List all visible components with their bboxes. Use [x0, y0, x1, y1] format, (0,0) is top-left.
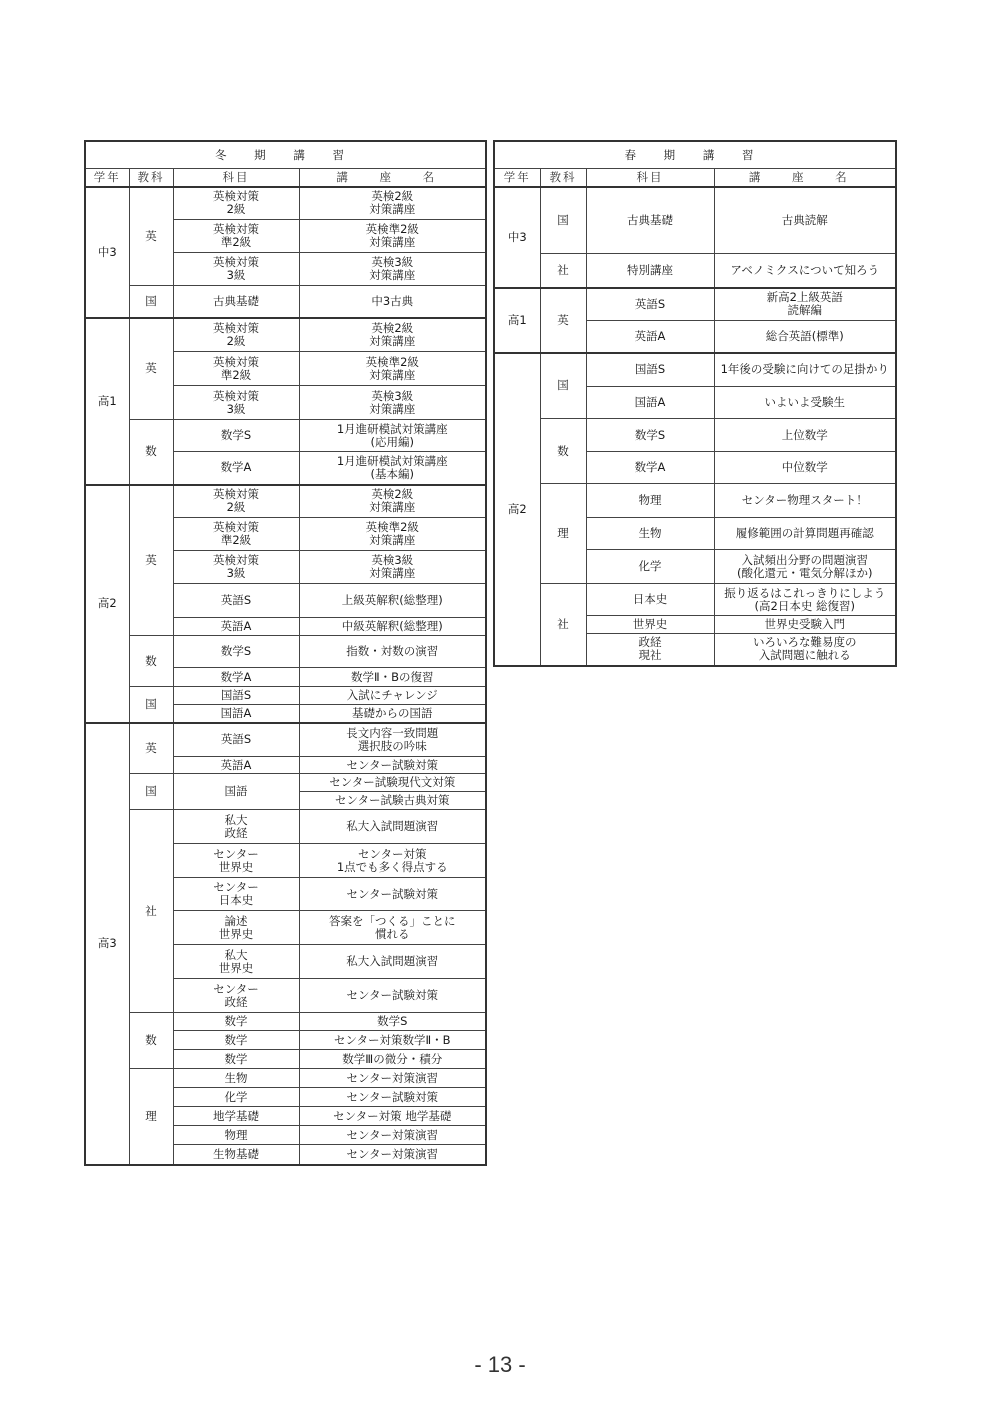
course-name-cell: 履修範囲の計算問題再確認 — [714, 518, 896, 550]
course-row — [85, 1013, 486, 1031]
course-row — [494, 254, 896, 288]
course-name-cell: センター試験対策 — [299, 878, 486, 911]
course-cell: 私大 政経 — [173, 810, 299, 844]
subject-cell: 数 — [540, 419, 586, 484]
course-name-cell: 入試頻出分野の問題演習 (酸化還元・電気分解ほか) — [714, 550, 896, 584]
subject-cell: 理 — [540, 484, 586, 584]
spring-title: 春 期 講 習 — [494, 141, 896, 169]
course-cell: 英語S — [173, 584, 299, 618]
course-cell: 古典基礎 — [173, 286, 299, 318]
course-cell: 数学A — [586, 452, 714, 484]
course-cell: 英語A — [173, 618, 299, 636]
subject-cell: 英 — [129, 723, 173, 774]
subject-cell: 国 — [540, 187, 586, 254]
course-name-header: 講 座 名 — [299, 169, 486, 187]
course-row — [85, 636, 486, 668]
course-name-cell: 1年後の受験に向けての足掛かり — [714, 353, 896, 387]
subject-cell: 数 — [129, 636, 173, 687]
subject-header: 教科 — [540, 169, 586, 187]
course-cell: 数学S — [173, 420, 299, 452]
course-name-cell: 振り返るはこれっきりにしよう (高2日本史 総復習) — [714, 584, 896, 616]
course-row — [85, 485, 486, 518]
course-name-cell: 英検2級 対策講座 — [299, 187, 486, 220]
grade-cell: 高2 — [494, 353, 540, 666]
course-name-cell: 1月進研模試対策講座 (応用編) — [299, 420, 486, 452]
course-name-cell: センター試験対策 — [299, 979, 486, 1013]
course-name-cell: 指数・対数の演習 — [299, 636, 486, 668]
course-name-cell: 私大入試問題演習 — [299, 945, 486, 979]
subject-cell: 英 — [540, 288, 586, 353]
course-name-cell: 新高2上級英語 読解編 — [714, 288, 896, 321]
course-name-cell: 長文内容一致問題 選択肢の吟味 — [299, 723, 486, 757]
course-name-cell: 英検2級 対策講座 — [299, 485, 486, 518]
subject-cell: 国 — [129, 687, 173, 723]
course-cell: 数学 — [173, 1050, 299, 1069]
course-cell: 英検対策 3級 — [173, 253, 299, 286]
course-name-cell: 総合英語(標準) — [714, 321, 896, 353]
subject-cell: 国 — [129, 286, 173, 318]
course-cell: センター 日本史 — [173, 878, 299, 911]
course-cell: 物理 — [586, 484, 714, 518]
course-name-cell: センター対策演習 — [299, 1126, 486, 1145]
course-name-cell: 上級英解釈(総整理) — [299, 584, 486, 618]
grade-cell: 高2 — [85, 485, 129, 723]
course-row — [494, 419, 896, 452]
subject-cell: 社 — [540, 584, 586, 666]
course-name-cell: センター試験古典対策 — [299, 792, 486, 810]
course-row — [494, 353, 896, 387]
course-name-cell: センター対策数学Ⅱ・B — [299, 1031, 486, 1050]
subject-cell: 理 — [129, 1069, 173, 1165]
course-cell: 数学A — [173, 452, 299, 485]
subject-cell: 英 — [129, 318, 173, 420]
subject-cell: 社 — [129, 810, 173, 1013]
course-cell: 数学A — [173, 668, 299, 687]
course-cell: 国語A — [586, 387, 714, 419]
course-name-cell: センター試験対策 — [299, 1088, 486, 1107]
course-cell: 化学 — [173, 1088, 299, 1107]
course-cell: 政経 現社 — [586, 634, 714, 666]
course-name-cell: センター試験対策 — [299, 757, 486, 774]
grade-cell: 中3 — [494, 187, 540, 288]
course-name-cell: アベノミクスについて知ろう — [714, 254, 896, 288]
course-cell: 私大 世界史 — [173, 945, 299, 979]
course-cell: 生物 — [586, 518, 714, 550]
course-cell: 英検対策 準2級 — [173, 352, 299, 386]
course-cell: 数学 — [173, 1013, 299, 1031]
subject-cell: 数 — [129, 420, 173, 485]
winter-title: 冬 期 講 習 — [85, 141, 486, 169]
course-name-cell: センター試験現代文対策 — [299, 774, 486, 792]
course-name-cell: 上位数学 — [714, 419, 896, 452]
course-cell: 日本史 — [586, 584, 714, 616]
course-cell: センター 世界史 — [173, 844, 299, 878]
course-cell: 英検対策 準2級 — [173, 518, 299, 551]
course-name-cell: 英検3級 対策講座 — [299, 386, 486, 420]
subject-header: 教科 — [129, 169, 173, 187]
subject-cell: 国 — [540, 353, 586, 419]
course-cell: 物理 — [173, 1126, 299, 1145]
course-row — [85, 774, 486, 792]
course-cell: 国語S — [173, 687, 299, 705]
winter-course-table — [84, 140, 487, 1166]
grade-cell: 高1 — [494, 288, 540, 353]
course-cell: 英検対策 2級 — [173, 318, 299, 352]
course-name-cell: 中位数学 — [714, 452, 896, 484]
course-row — [494, 288, 896, 321]
course-cell: 英語S — [173, 723, 299, 757]
course-name-cell: 数学Ⅱ・Bの復習 — [299, 668, 486, 687]
course-cell: 生物 — [173, 1069, 299, 1088]
course-name-cell: 英検準2級 対策講座 — [299, 220, 486, 253]
course-name-cell: センター対策演習 — [299, 1145, 486, 1165]
grade-header: 学年 — [494, 169, 540, 187]
course-cell: 数学 — [173, 1031, 299, 1050]
course-name-cell: 数学S — [299, 1013, 486, 1031]
course-name-cell: 中級英解釈(総整理) — [299, 618, 486, 636]
course-name-cell: 英検3級 対策講座 — [299, 551, 486, 584]
course-cell: 英検対策 2級 — [173, 187, 299, 220]
course-row — [85, 1069, 486, 1088]
course-row — [85, 318, 486, 352]
subject-cell: 国 — [129, 774, 173, 810]
course-cell: 英語A — [173, 757, 299, 774]
course-row — [85, 810, 486, 844]
course-name-cell: センター対策 1点でも多く得点する — [299, 844, 486, 878]
subject-cell: 社 — [540, 254, 586, 288]
course-name-cell: センター対策演習 — [299, 1069, 486, 1088]
course-name-cell: 世界史受験入門 — [714, 616, 896, 634]
subject-cell: 英 — [129, 485, 173, 636]
grade-cell: 高1 — [85, 318, 129, 485]
course-name-cell: いよいよ受験生 — [714, 387, 896, 419]
grade-cell: 高3 — [85, 723, 129, 1165]
course-cell: 生物基礎 — [173, 1145, 299, 1165]
course-name-cell: 古典読解 — [714, 187, 896, 254]
course-name-cell: センター対策 地学基礎 — [299, 1107, 486, 1126]
course-cell: 英検対策 3級 — [173, 386, 299, 420]
course-cell: 世界史 — [586, 616, 714, 634]
course-cell: 数学S — [586, 419, 714, 452]
course-name-cell: 答案を「つくる」ことに 慣れる — [299, 911, 486, 945]
course-cell: 論述 世界史 — [173, 911, 299, 945]
course-name-cell: 基礎からの国語 — [299, 705, 486, 723]
course-cell: 古典基礎 — [586, 187, 714, 254]
course-name-cell: 私大入試問題演習 — [299, 810, 486, 844]
grade-header: 学年 — [85, 169, 129, 187]
subject-cell: 英 — [129, 187, 173, 286]
course-name-cell: 数学Ⅲの微分・積分 — [299, 1050, 486, 1069]
course-name-cell: 英検2級 対策講座 — [299, 318, 486, 352]
course-cell: 英語A — [586, 321, 714, 353]
course-cell: 数学S — [173, 636, 299, 668]
course-cell: センター 政経 — [173, 979, 299, 1013]
subject-cell: 数 — [129, 1013, 173, 1069]
course-cell: 地学基礎 — [173, 1107, 299, 1126]
course-header: 科目 — [173, 169, 299, 187]
course-name-cell: センター物理スタート！ — [714, 484, 896, 518]
course-cell: 特別講座 — [586, 254, 714, 288]
course-row — [494, 187, 896, 254]
course-cell: 英検対策 3級 — [173, 551, 299, 584]
page-number: - 13 - — [474, 1352, 526, 1377]
spring-course-table — [493, 140, 897, 667]
course-cell: 英検対策 2級 — [173, 485, 299, 518]
course-name-cell: 1月進研模試対策講座 (基本編) — [299, 452, 486, 485]
course-name-cell: 入試にチャレンジ — [299, 687, 486, 705]
course-name-cell: 英検3級 対策講座 — [299, 253, 486, 286]
course-name-cell: 中3古典 — [299, 286, 486, 318]
course-name-header: 講 座 名 — [714, 169, 896, 187]
grade-cell: 中3 — [85, 187, 129, 318]
course-row — [85, 420, 486, 452]
course-cell: 国語 — [173, 774, 299, 810]
course-row — [85, 687, 486, 705]
course-name-cell: 英検準2級 対策講座 — [299, 352, 486, 386]
course-cell: 国語S — [586, 353, 714, 387]
course-header: 科目 — [586, 169, 714, 187]
course-cell: 国語A — [173, 705, 299, 723]
course-name-cell: いろいろな難易度の 入試問題に触れる — [714, 634, 896, 666]
course-name-cell: 英検準2級 対策講座 — [299, 518, 486, 551]
course-row — [85, 723, 486, 757]
course-row — [85, 187, 486, 220]
course-cell: 化学 — [586, 550, 714, 584]
course-cell: 英語S — [586, 288, 714, 321]
course-row — [494, 584, 896, 616]
course-row — [85, 286, 486, 318]
course-cell: 英検対策 準2級 — [173, 220, 299, 253]
course-row — [494, 484, 896, 518]
